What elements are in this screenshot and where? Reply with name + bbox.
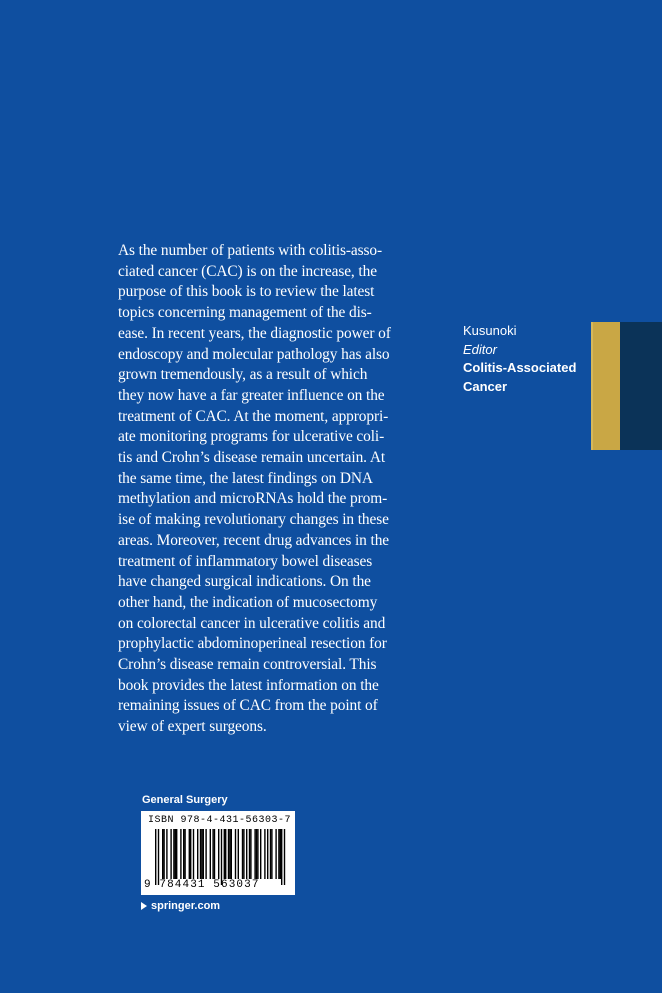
blurb-line: prophylactic abdominoperineal resection for (118, 635, 387, 653)
spine-label (463, 322, 588, 396)
blurb-line: view of expert surgeons. (118, 718, 267, 736)
spine-color-band (591, 322, 662, 450)
blurb-line: ise of making revolutionary changes in these (118, 511, 389, 529)
blurb-line: methylation and microRNAs hold the prom- (118, 490, 388, 508)
blurb-line: the same time, the latest findings on DNA (118, 469, 373, 487)
blurb-line: Crohn’s disease remain controversial. This (118, 656, 377, 674)
blurb-line: have changed surgical indications. On the (118, 573, 371, 591)
ean-digits: 9 784431 563037 (144, 879, 260, 891)
blurb-line: tis and Crohn’s disease remain uncertain. At (118, 449, 386, 467)
blurb-line: ate monitoring programs for ulcerative coli- (118, 428, 385, 446)
blurb-line: treatment of inflammatory bowel diseases (118, 552, 373, 570)
isbn-number: ISBN 978-4-431-56303-7 (148, 815, 292, 826)
blurb-line: ciated cancer (CAC) is on the increase, the (118, 262, 377, 280)
blurb-text (118, 241, 440, 738)
blurb-line: As the number of patients with colitis-asso- (118, 242, 383, 259)
isbn-barcode (141, 811, 295, 895)
author-name: Kusunoki (463, 323, 517, 338)
website-label: springer.com (151, 900, 221, 912)
blurb-line: other hand, the indication of mucosectomy (118, 593, 378, 611)
blurb-line: on colorectal cancer in ulcerative colitis and (118, 614, 386, 632)
blurb-line: areas. Moreover, recent drug advances in the (118, 531, 390, 549)
arrow-right-icon (141, 902, 147, 910)
publisher-link[interactable] (141, 900, 220, 912)
book-title-line: Cancer (463, 378, 508, 394)
series-label: General Surgery (142, 794, 228, 806)
blurb-line: ease. In recent years, the diagnostic power of (118, 324, 391, 342)
blurb-line: purpose of this book is to review the latest (118, 283, 375, 301)
blurb-line: treatment of CAC. At the moment, appropri- (118, 407, 389, 425)
blurb-line: endoscopy and molecular pathology has also (118, 345, 390, 363)
book-title-line: Colitis-Associated (463, 360, 577, 375)
blurb-line: grown tremendously, as a result of which (118, 366, 368, 384)
editor-role: Editor (463, 341, 497, 357)
spine-accent-stripe (591, 322, 620, 450)
blurb-line: topics concerning management of the dis- (118, 304, 372, 322)
blurb-line: they now have a far greater influence on the (118, 386, 385, 404)
blurb-line: remaining issues of CAC from the point of (118, 697, 378, 715)
blurb-line: book provides the latest information on the (118, 676, 379, 694)
